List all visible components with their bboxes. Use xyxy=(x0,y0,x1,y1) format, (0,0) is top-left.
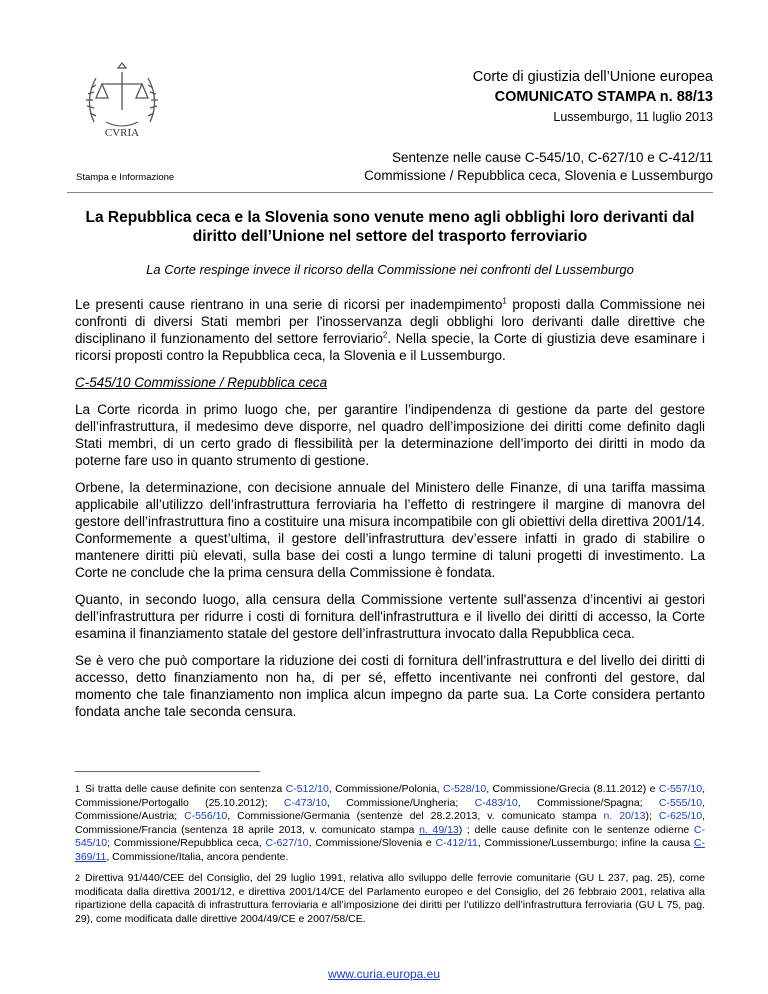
court-name: Corte di giustizia dell’Unione europea xyxy=(472,69,713,85)
case-link[interactable]: C-412/11 xyxy=(435,837,478,849)
footnote-ref-1[interactable]: 1 xyxy=(502,296,507,306)
logo-caption: Stampa e Informazione xyxy=(76,172,175,183)
press-release-number: COMUNICATO STAMPA n. 88/13 xyxy=(494,89,713,105)
section-heading: C-545/10 Commissione / Repubblica ceca xyxy=(75,375,328,390)
header-divider xyxy=(67,192,713,193)
curia-website-link[interactable]: www.curia.europa.eu xyxy=(327,967,441,981)
footnote-1: 1 Si tratta delle cause definite con sentenza C-512/10, Commissione/Polonia, C-528/10, Commissione/Grecia (8.11.2012) e C-557/10, Commissione/Portogallo (25.10.2012); C-473/10, Commissione/Ungheria; C-483/10, Commissione/Spagna; C-555/10, Commissione/Austria; C-556/10, Commissione/Germania (sentenze del 28.2.2013, v. comunicato stampa n. 20/13); C-625/10, Commissione/Francia (sentenza 18 aprile 2013, v. comunicato stampa n. 49/13) ; delle cause definite con le sentenze odierne C-545/10; Commissione/Repubblica ceca, C-627/10, Commissione/Slovenia e C-412/11, Commissione/Lussemburgo; infine la causa C-369/11, Commissione/Italia, ancora pendente. xyxy=(75,783,706,863)
case-link[interactable]: C-556/10 xyxy=(184,810,228,822)
curia-logo xyxy=(82,60,162,142)
case-link[interactable]: C-557/10 xyxy=(658,783,703,795)
footnote-ref-2[interactable]: 2 xyxy=(382,330,388,340)
footnote-2: 2 Direttiva 91/440/CEE del Consiglio, del 29 luglio 1991, relativa allo sviluppo delle ferrovie comunitarie (GU L 237, pag. 25), come modificata dalla direttiva 2001/12, e direttiva 2001/14/CE del Parlamento europeo e del Consiglio, del 26 febbraio 2001, relativa alla ripartizione della capacità di infrastruttura ferroviaria e all’imposizione dei diritti per l’utilizzo dell’infrastruttura ferroviaria (GU L 75, pag. 29), come modificata dalle direttive 2004/49/CE e 2007/58/CE. xyxy=(75,872,705,925)
intro-paragraph: Le presenti cause rientrano in una serie di ricorsi per inadempimento$^1$ proposti dalla Commissione nei confronti di diversi Stati membri per l'inosservanza degli obblighi loro derivanti dalle direttive che disciplinano il funzionamento del settore ferroviario$^2$. Nella specie, la Corte di giustizia deve esaminare i ricorsi proposti contro la Repubblica ceca, la Slovenia e il Lussemburgo. xyxy=(75,296,705,363)
footer xyxy=(0,967,768,981)
paragraph: Se è vero che può comportare la riduzione dei costi di fornitura dell’infrastruttura e del livello dei diritti di accesso, detto finanziamento non ha, di per sé, effetto incentivante nei confronti del gestore, dal momento che tale finanziamento non implica alcun impegno da parte sua. La Corte considera pertanto fondata anche tale seconda censura. xyxy=(75,653,705,719)
logo-text: CVRIA xyxy=(104,127,140,139)
body-text xyxy=(75,296,705,730)
paragraph: La Corte ricorda in primo luogo che, per garantire l’indipendenza di gestione da parte del gestore dell’infrastruttura, il medesimo deve disporre, nel quadro dell’imposizione dei diritti come definito dagli Stati membri, di un certo grado di flessibilità per la determinazione dell’importo dei diritti in modo da poterne fare uso in quanto strumento di gestione. xyxy=(75,402,705,468)
press-release-link[interactable]: n. 49/13 xyxy=(419,823,459,836)
case-link[interactable]: C-528/10 xyxy=(443,783,487,795)
paragraph: Quanto, in secondo luogo, alla censura della Commissione vertente sull'assenza d’incentivi ai gestori dell’infrastruttura per ridurre i costi di fornitura dell'infrastruttura e il livello dei diritti di accesso, la Corte esamina il finanziamento statale del gestore dell’infrastruttura invocato dalla Repubblica ceca. xyxy=(75,592,705,641)
case-link[interactable]: C-625/10 xyxy=(658,810,703,822)
case-link[interactable]: C-369/11 xyxy=(75,837,705,863)
case-link[interactable]: C-473/10 xyxy=(283,796,328,809)
press-release-link[interactable]: n. 20/13 xyxy=(603,810,646,822)
case-link[interactable]: C-483/10 xyxy=(474,796,518,809)
case-link[interactable]: C-512/10 xyxy=(285,783,329,795)
footnote-divider xyxy=(75,771,260,772)
footnotes xyxy=(75,783,705,934)
cases-line-1: Sentenze nelle cause C-545/10, C-627/10 e C-412/11 xyxy=(392,150,713,165)
case-link[interactable]: C-545/10 xyxy=(75,823,705,849)
subheadline: La Corte respinge invece il ricorso della Commissione nei confronti del Lussemburgo xyxy=(146,262,634,277)
case-link[interactable]: C-627/10 xyxy=(265,837,309,849)
place-date: Lussemburgo, 11 luglio 2013 xyxy=(553,110,713,124)
paragraph: Orbene, la determinazione, con decisione annuale del Ministero delle Finanze, di una tariffa massima applicabile all’utilizzo dell’infrastruttura ferroviaria ha l’effetto di restringere il margine di manovra del gestore dell’infrastruttura fino a costituire una misura incompatibile con gli obiettivi della direttiva 2001/14. Conformemente a quest’ultima, il gestore dell’infrastruttura dev’essere infatti in grado di stabilire o mantenere diritti più elevati, sulla base dei costi a lungo termine di taluni progetti di investimento. La Corte ne conclude che la prima censura della Commissione è fondata. xyxy=(75,480,705,580)
cases-line-2: Commissione / Repubblica ceca, Slovenia e Lussemburgo xyxy=(364,168,713,183)
headline: La Repubblica ceca e la Slovenia sono venute meno agli obblighi loro derivanti dal diritto dell’Unione nel settore del trasporto ferroviario xyxy=(85,209,695,245)
cases-block xyxy=(364,149,713,185)
case-link[interactable]: C-555/10 xyxy=(658,796,703,809)
header-block xyxy=(473,67,713,127)
